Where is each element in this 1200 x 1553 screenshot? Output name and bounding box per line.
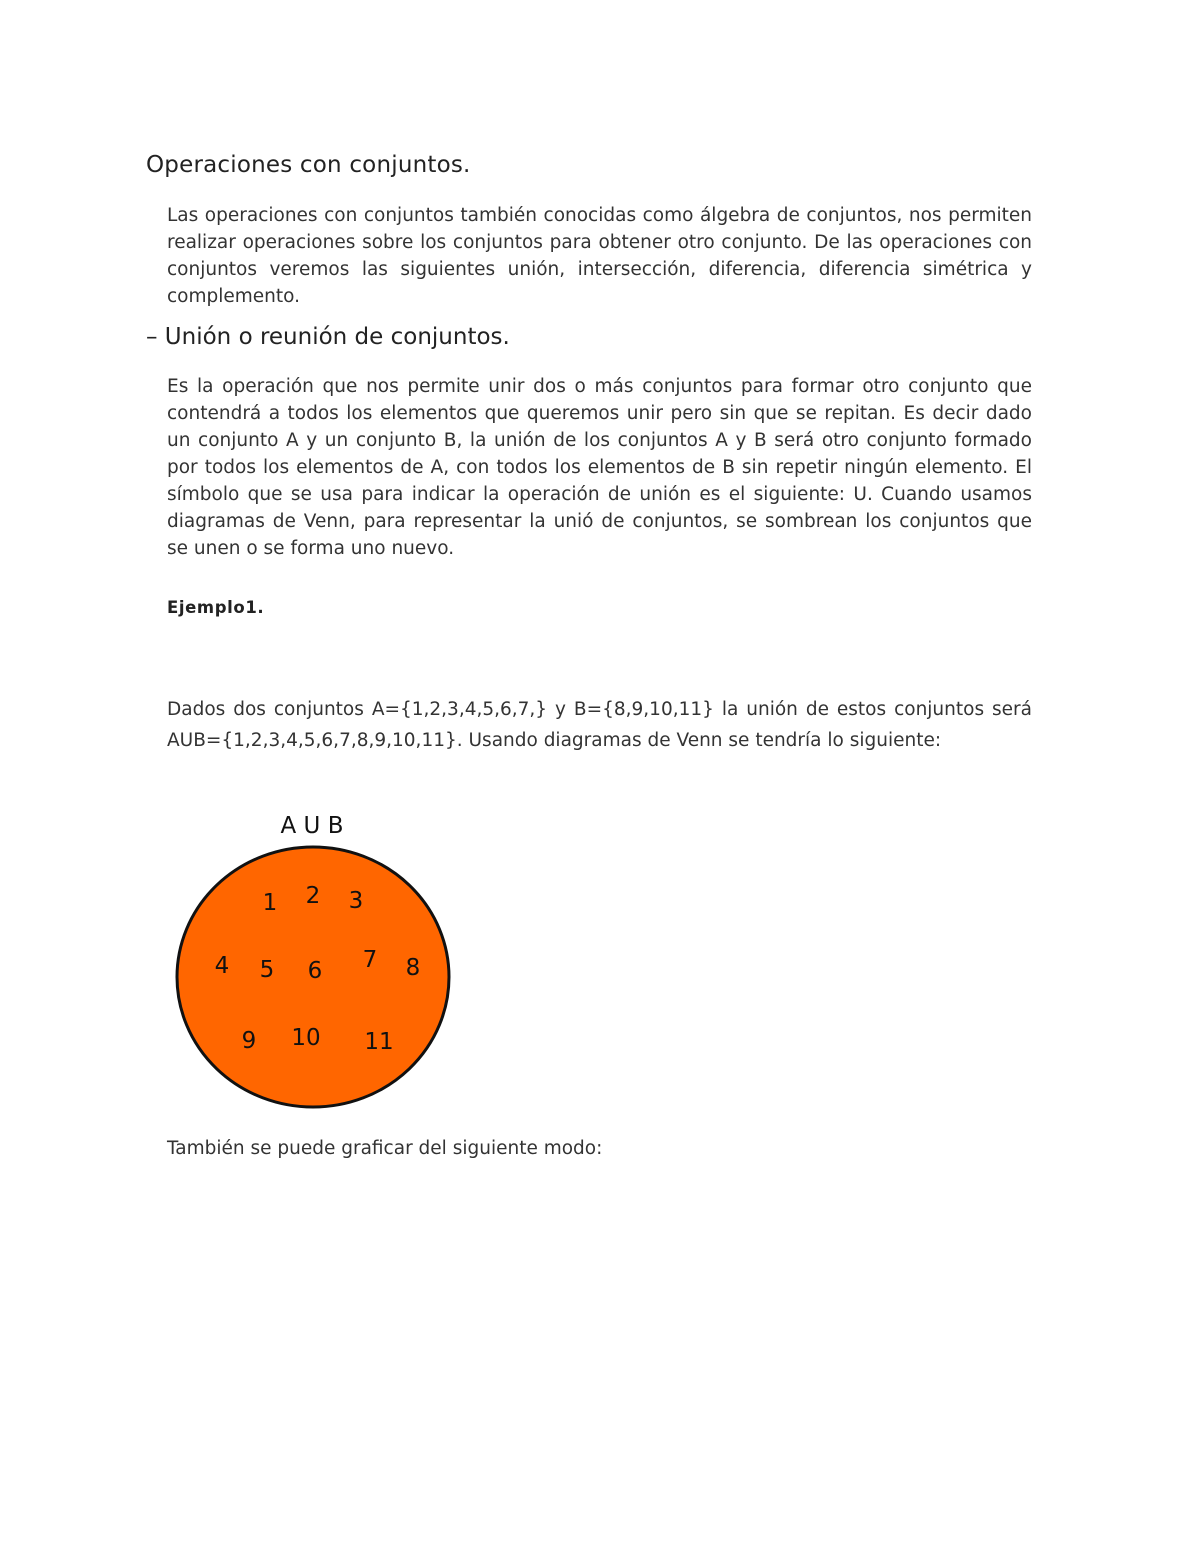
venn-element: 2 — [305, 883, 321, 909]
venn-element: 8 — [405, 955, 421, 981]
venn-element: 6 — [307, 958, 323, 984]
page-title: Operaciones con conjuntos. — [146, 152, 471, 178]
venn-element: 9 — [241, 1028, 257, 1054]
union-paragraph: Es la operación que nos permite unir dos o más conjuntos para formar otro conjunto que contendrá a todos los elementos que queremos unir pero sin que se repitan. Es decir dado un conjunto A y un conjunto B, la unión de los conjuntos A y B será otro conjunto formado por todos los elementos de A, con todos los elementos de B sin repetir ningún elemento. El símbolo que se usa para indicar la operación de unión es el siguiente: U. Cuando usamos diagramas de Venn, para representar la unió de conjuntos, se sombrean los conjuntos que se unen o se forma uno nuevo. — [167, 376, 1032, 559]
closing-line: También se puede graficar del siguiente modo: — [167, 1138, 603, 1159]
venn-element: 11 — [364, 1029, 394, 1055]
venn-element: 5 — [259, 957, 275, 983]
venn-diagram — [170, 805, 460, 1120]
venn-element: 3 — [348, 888, 364, 914]
section-heading-union: – Unión o reunión de conjuntos. — [146, 324, 510, 350]
venn-element: 7 — [362, 947, 378, 973]
venn-element: 10 — [291, 1025, 321, 1051]
intro-paragraph: Las operaciones con conjuntos también conocidas como álgebra de conjuntos, nos permiten realizar operaciones sobre los conjuntos para obtener otro conjunto. De las operaciones con conjuntos veremos las siguientes unión, intersección, diferencia, diferencia simétrica y complemento. — [167, 205, 1032, 307]
example-paragraph: Dados dos conjuntos A={1,2,3,4,5,6,7,} y B={8,9,10,11} la unión de estos conjuntos será AUB={1,2,3,4,5,6,7,8,9,10,11}. Usando diagramas de Venn se tendría lo siguiente: — [167, 699, 1032, 751]
example-label: Ejemplo1. — [167, 598, 265, 617]
venn-element: 4 — [214, 953, 230, 979]
venn-label: A U B — [280, 813, 344, 839]
venn-element: 1 — [262, 890, 278, 916]
